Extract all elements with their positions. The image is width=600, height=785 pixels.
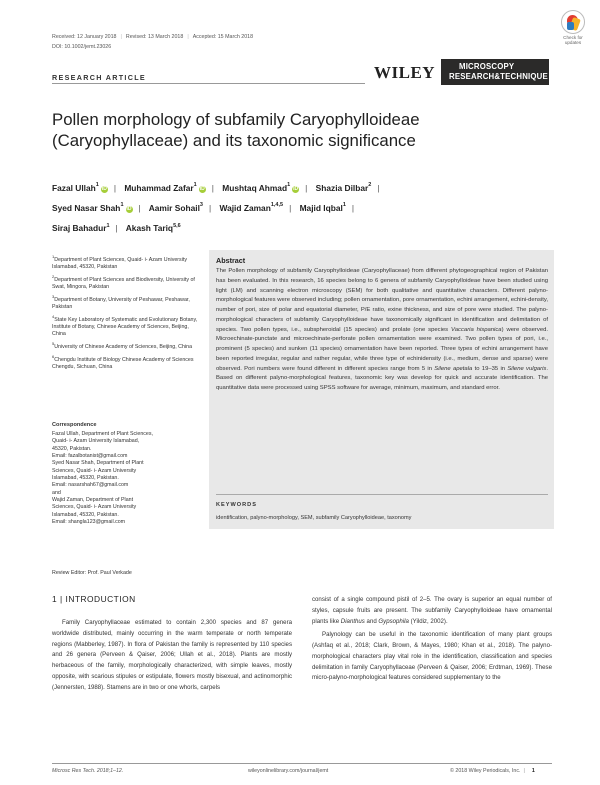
copyright: © 2018 Wiley Periodicals, Inc. xyxy=(450,768,521,774)
review-editor: Review Editor: Prof. Paul Verkade xyxy=(52,570,132,576)
correspondence-block: Fazal Ullah, Department of Plant Sciences, Quaid- i- Azam University Islamabad, 45320, Pakistan. Email: fazalbotanist@gmail.com Syed Nasar Shah, Department of Plant Sciences, Quaid- i- Azam University Islamabad, 45320, Pakistan. Email: nasarshah67@gmail.com and Wajid Zaman, Department of Plant Sciences, Quaid- i- Azam University Islamabad, 45320, Pakistan. Email: shangla123@gmail.com xyxy=(52,431,202,526)
article-dates: Received: 12 January 2018 | Revised: 13 March 2018 | Accepted: 15 March 2018 xyxy=(52,34,254,40)
paragraph: Family Caryophyllaceae estimated to contain 2,300 species and 87 genera worldwide distributed, mainly occurring in the warm temperate or north temperate regions (Mabberley, 1987). In flora of Pakistan the family is represented by 110 species and 26 genera (Perveen & Qaiser, 2006; Ullah et al., 2018). Plants are mostly herbaceous of the family, morphologically characterized, with simple leaves, mostly opposite, with scarious stipules or estipulate, flowers mostly bisexual, and actinomorphic (Jennersten, 1988). Stamens are in two or one whorls, carpels xyxy=(52,619,292,691)
correspondence-heading: Correspondence xyxy=(52,422,97,428)
email-link[interactable]: Email: fazalbotanist@gmail.com xyxy=(52,453,128,460)
keywords-heading: KEYWORDS xyxy=(216,502,257,508)
crossmark-label: Check for updates xyxy=(563,35,583,46)
crossmark-icon xyxy=(561,10,585,34)
author[interactable]: Majid Iqbal$^1$ xyxy=(299,202,346,214)
author[interactable]: Fazal Ullah$^1$iD xyxy=(52,182,107,193)
email-link[interactable]: Email: nasarshah67@gmail.com xyxy=(52,482,129,489)
received-date: Received: 12 January 2018 xyxy=(52,34,117,40)
affiliation: $^1$Department of Plant Sciences, Quaid- i- Azam University Islamabad, 45320, Pakistan xyxy=(52,254,188,270)
body-column-left xyxy=(52,618,292,693)
abstract-heading: Abstract xyxy=(216,256,246,265)
author[interactable]: Mushtaq Ahmad$^1$iD xyxy=(222,182,299,193)
paragraph: Palynology can be useful in the taxonomic identification of many plant groups (Ashfaq et al., 2018; Clark, Brown, & Mayes, 1980; Khan et al., 2018). The palyno-morphological characters play vital role in the identification, classification and species delimitation in family Caryophyllaceae (Perveen & Qaiser, 2006; Erdtman, 1969). These micro-palyno-morphological features considered supplementary to the xyxy=(312,631,552,682)
author[interactable]: Siraj Bahadur$^1$ xyxy=(52,222,110,234)
article-type: RESEARCH ARTICLE xyxy=(52,73,147,82)
journal-logo xyxy=(441,59,549,85)
section-heading-introduction: 1 | INTRODUCTION xyxy=(52,594,136,604)
journal-name-line1: MICROSCOPY xyxy=(459,62,515,71)
author[interactable]: Muhammad Zafar$^1$iD xyxy=(124,182,205,193)
affiliation: $^4$State Key Laboratory of Systematic and Evolutionary Botany, Institute of Botany, Chinese Academy of Sciences, Beijing, China xyxy=(52,313,198,337)
journal-citation: Microsc Res Tech. 2018;1–12. xyxy=(52,768,124,774)
affiliation: $^3$Department of Botany, University of Peshawar, Peshawar, Pakistan xyxy=(52,293,190,310)
affiliation: $^6$Chengdu Institute of Biology Chinese Academy of Sciences Chengdu, Sichuan, China xyxy=(52,353,194,370)
footer-right: © 2018 Wiley Periodicals, Inc. | 1 xyxy=(450,768,535,774)
revised-date: Revised: 13 March 2018 xyxy=(125,34,184,40)
crossmark-badge[interactable] xyxy=(556,10,590,46)
paragraph: consist of a single compound pistil of 2–5. The ovary is superior an equal number of styles, capsule fruits are present. The subfamily Caryophylloideae have ornamental plants like Dianthus and Gypsophila (Yildiz, 2002). xyxy=(312,596,552,625)
affiliation: $^5$University of Chinese Academy of Sciences, Beijing, China xyxy=(52,340,193,350)
journal-url[interactable]: wileyonlinelibrary.com/journal/jemt xyxy=(248,768,329,774)
publisher-logo: WILEY xyxy=(374,63,436,82)
orcid-icon[interactable]: iD xyxy=(126,206,132,213)
orcid-icon[interactable]: iD xyxy=(199,185,205,192)
abstract-text: The Pollen morphology of subfamily Caryophylloideae (Caryophyllaceae) from different phytogeographical region of Pakistan has been evaluated. In this research, 16 species belong to 6 genera of subfamily Caryophylloideae have been studied using light (LM) and scanning electron microscopy (SEM) for both qualitative and quantitative characters. Different palyno-morphological features were observed including; pollen ornamentation, pore ornamentation, echini arrangement, echini-density, number of pori, size of polar and equatorial diameter, P/E ratio, exine thickness, and size of pore were studied. The palyno-morphological characters of subfamily Caryophylloideae have taxonomically significant in identification and delimitation of species. Two pollen types, i.e., subspheroidal (15 species) and prolate (one species Vaccaria hispanica) were observed. Microechinate-punctate and microechinate-perforate pollen ornamentation were examined. Two pollen types of pori, i.e., prominent (5 species) and sunken (11 species) ornamentation have been reported. Three types of echini arrangement have been reported irregular, regular and rather regular, while three type of echinidensity (i.e., medium, dense and sparse) were observed. Pori numbers were found different in different species range from 5 in Silene apetala to 19–35 in Silene vulgaris. Based on different palyno-morphological features, taxonomic key was develop for quick and accurate identification. The quantitative data were processed using SPSS software for average, minimum, maximum, and standard error. xyxy=(216,268,549,391)
affiliations xyxy=(52,253,202,373)
accepted-date: Accepted: 15 March 2018 xyxy=(192,34,254,40)
article-title: Pollen morphology of subfamily Caryophylloideae (Caryophyllaceae) and its taxonomic significance xyxy=(52,110,420,150)
author[interactable]: Shazia Dilbar$^2$ xyxy=(315,182,372,193)
keywords: identification, palyno-morphology, SEM, subfamily Caryophylloideae, taxonomy xyxy=(216,515,412,521)
author[interactable]: Syed Nasar Shah$^1$iD xyxy=(52,202,132,214)
author[interactable]: Wajid Zaman$^{1,4,5}$ xyxy=(219,202,284,214)
author-list: Fazal Ullah$^1$iD | Muhammad Zafar$^1$iD | Mushtaq Ahmad$^1$iD | Shazia Dilbar$^2$ | Syed Nasar Shah$^1$iD | Aamir Sohail$^3$ | Wajid Zaman$^{1,4,5}$ | Majid Iqbal$^1$ | Siraj Bahadur$^1$ | Akash Tariq$^{5,6}$ xyxy=(52,182,380,234)
orcid-icon[interactable]: iD xyxy=(101,185,107,192)
email-link[interactable]: Email: shangla123@gmail.com xyxy=(52,519,126,526)
doi-link[interactable]: DOI: 10.1002/jemt.23026 xyxy=(52,44,112,50)
footer-rule xyxy=(52,763,552,764)
abstract-rule xyxy=(216,494,548,495)
header-rule xyxy=(52,83,365,84)
author[interactable]: Akash Tariq$^{5,6}$ xyxy=(125,222,181,234)
author[interactable]: Aamir Sohail$^3$ xyxy=(148,202,203,214)
page-number: 1 xyxy=(531,768,535,774)
orcid-icon[interactable]: iD xyxy=(293,185,299,192)
journal-name-line2: RESEARCH&TECHNIQUE xyxy=(449,71,548,81)
body-column-right xyxy=(312,595,552,687)
affiliation: $^2$Department of Plant Sciences and Biodiversity, University of Swat, Mingora, Pakistan xyxy=(52,273,195,290)
